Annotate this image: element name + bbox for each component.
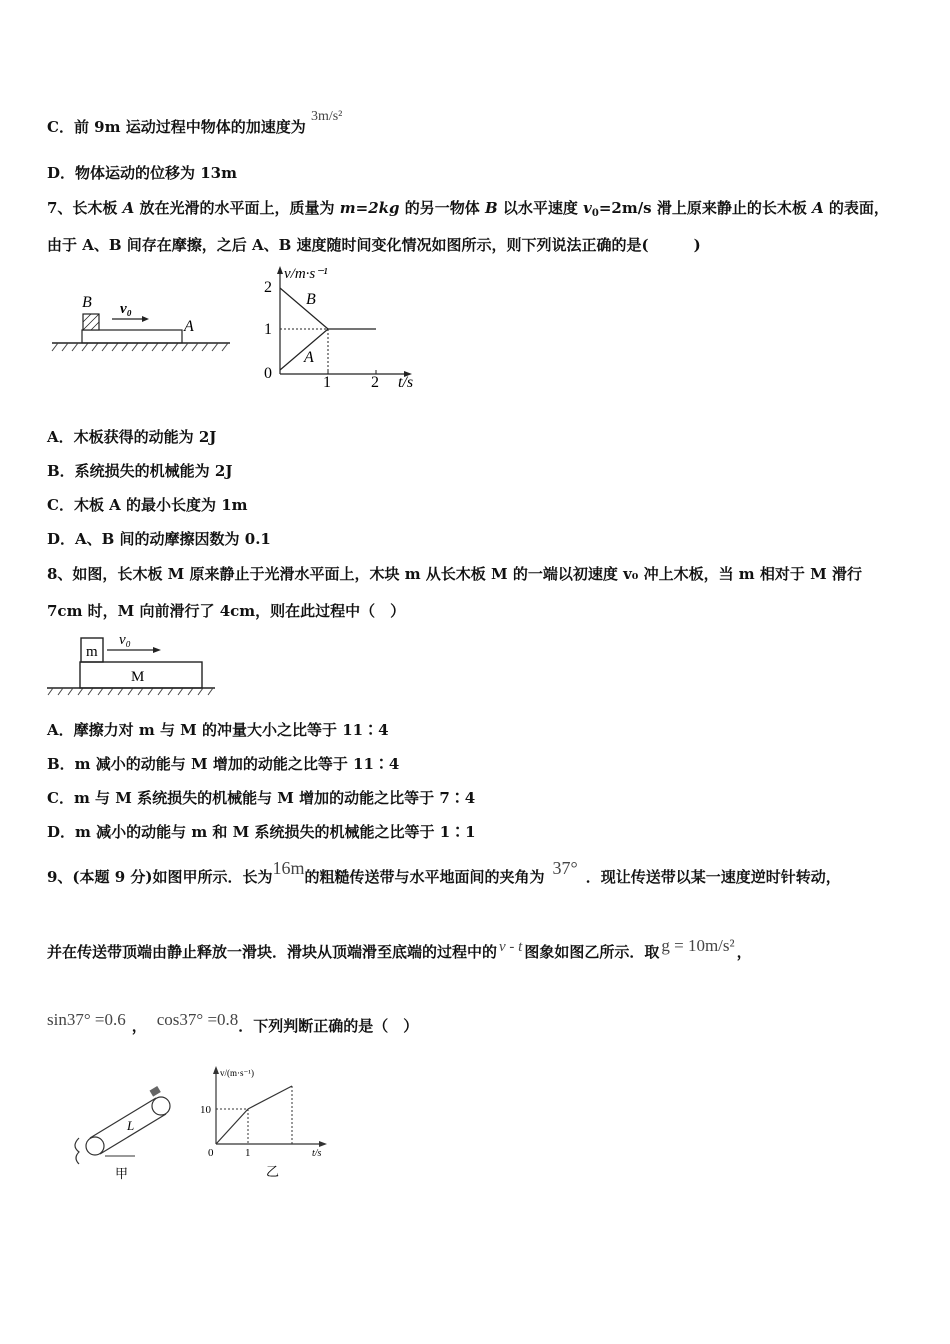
q9-g: g = 10m/s² xyxy=(661,936,735,955)
y-tick-1: 1 xyxy=(264,321,272,338)
line-b-label: B xyxy=(306,291,316,308)
q9-stem-line1 xyxy=(47,858,841,887)
y-axis-label: v/m·s⁻¹ xyxy=(284,266,328,282)
phase-1-line xyxy=(216,1109,248,1144)
q7-board-figure xyxy=(50,290,235,355)
fig-yi-caption: 乙 xyxy=(266,1164,280,1179)
q7-text: =2m/s 滑上原来静止的长木板 xyxy=(598,199,813,217)
y-tick-0: 0 xyxy=(264,365,272,382)
label-v0: v₀ xyxy=(120,301,132,317)
q9-conveyor-figure xyxy=(65,1080,185,1185)
q9-origin: 0 xyxy=(208,1147,214,1159)
q7-var-b: B xyxy=(484,199,498,217)
q7-option-a: A．木板获得的动能为 2J xyxy=(47,428,217,446)
q7-v-sub: 0 xyxy=(591,208,599,219)
q7-option-d: D．A、B 间的动摩擦因数为 0.1 xyxy=(47,530,271,548)
big-m-label: M xyxy=(131,669,145,685)
q9-cos: cos37° =0.8 xyxy=(156,1010,239,1029)
x-tick-1: 1 xyxy=(323,374,331,391)
q7-mass: m=2kg xyxy=(339,199,400,217)
q7-stem-line2: 由于 A、B 间存在摩擦，之后 A、B 速度随时间变化情况如图所示，则下列说法正确的是( ) xyxy=(47,236,701,254)
y-tick-2: 2 xyxy=(264,279,272,296)
q9-text: 并在传送带顶端由静止释放一滑块．滑块从顶端滑至底端的过程中的 xyxy=(47,943,498,961)
q8-v0-label: v₀ xyxy=(119,632,131,648)
q9-y-axis-label: v/(m·s⁻¹) xyxy=(220,1068,254,1078)
belt-length-label: L xyxy=(127,1118,135,1133)
q8-option-b: B．m 减小的动能与 M 增加的动能之比等于 11∶4 xyxy=(47,755,400,773)
x-tick-2: 2 xyxy=(371,374,379,391)
q9-angle: 37° xyxy=(552,858,578,878)
label-a: A xyxy=(184,318,194,335)
small-m-label: m xyxy=(86,644,98,660)
q9-stem-line3 xyxy=(47,1010,419,1036)
q8-board-figure xyxy=(45,630,220,698)
q8-option-c: C．m 与 M 系统损失的机械能与 M 增加的动能之比等于 7∶4 xyxy=(47,789,476,807)
q8-stem-line1: 8、如图，长木板 M 原来静止于光滑水平面上，木块 m 从长木板 M 的一端以初速度 v₀ 冲上木板，当 m 相对于 M 滑行 xyxy=(47,565,862,583)
lower-pulley xyxy=(86,1137,104,1155)
q9-text: 图象如图乙所示．取 xyxy=(524,943,660,961)
q6-option-c xyxy=(47,109,343,137)
label-b: B xyxy=(82,294,92,311)
q6-option-c-math: 3m/s² xyxy=(310,109,343,124)
q6-option-d: D．物体运动的位移为 13m xyxy=(47,164,237,182)
q8-option-d: D．m 减小的动能与 m 和 M 系统损失的机械能之比等于 1∶1 xyxy=(47,823,476,841)
q7-option-b: B．系统损失的机械能为 2J xyxy=(47,462,233,480)
upper-pulley xyxy=(152,1097,170,1115)
q7-text: 7、长木板 xyxy=(47,199,123,217)
q9-x-axis-label: t/s xyxy=(312,1148,322,1159)
x-axis-label: t/s xyxy=(398,374,414,391)
q9-x-tick-1: 1 xyxy=(245,1147,251,1159)
board-a xyxy=(82,330,182,343)
q8-option-a: A．摩擦力对 m 与 M 的冲量大小之比等于 11∶4 xyxy=(47,721,389,739)
q8-stem-line2: 7cm 时，M 向前滑行了 4cm，则在此过程中（ ） xyxy=(47,602,406,620)
q9-vt-graph xyxy=(198,1062,338,1184)
q7-text: 放在光滑的水平面上，质量为 xyxy=(134,199,340,217)
q9-y-tick-10: 10 xyxy=(200,1104,211,1116)
q9-length: 16m xyxy=(272,858,305,878)
q9-sin: sin37° =0.6 xyxy=(47,1010,126,1029)
q7-stem-line1 xyxy=(47,197,889,219)
q9-vt: v - t xyxy=(499,939,523,955)
series-b-line xyxy=(280,288,328,329)
q7-v: v xyxy=(583,199,592,217)
q7-var-a: A xyxy=(122,199,135,217)
q7-text: 的另一物体 xyxy=(399,199,485,217)
slider-block xyxy=(150,1086,161,1097)
q7-text: 以水平速度 xyxy=(497,199,584,217)
q9-text: 的粗糙传送带与水平地面间的夹角为 xyxy=(304,868,545,886)
q9-text: ．现让传送带以某一速度逆时针转动， xyxy=(585,868,841,886)
line-a-label: A xyxy=(304,349,314,366)
q9-stem-line2 xyxy=(47,936,752,962)
q7-text: 的表面， xyxy=(823,199,889,217)
q6-option-c-text: C．前 9m 运动过程中物体的加速度为 xyxy=(47,118,306,136)
q9-text: ．下列判断正确的是（ ） xyxy=(238,1017,419,1035)
q7-var-a2: A xyxy=(812,199,824,217)
phase-2-line xyxy=(248,1086,292,1109)
q9-text: 9、(本题 9 分)如图甲所示．长为 xyxy=(47,868,273,886)
q7-option-c: C．木板 A 的最小长度为 1m xyxy=(47,496,248,514)
fig-jia-caption: 甲 xyxy=(115,1166,129,1181)
q7-vt-graph xyxy=(258,262,428,392)
q9-comma: ， xyxy=(131,1017,147,1035)
q9-text: ， xyxy=(736,943,752,961)
